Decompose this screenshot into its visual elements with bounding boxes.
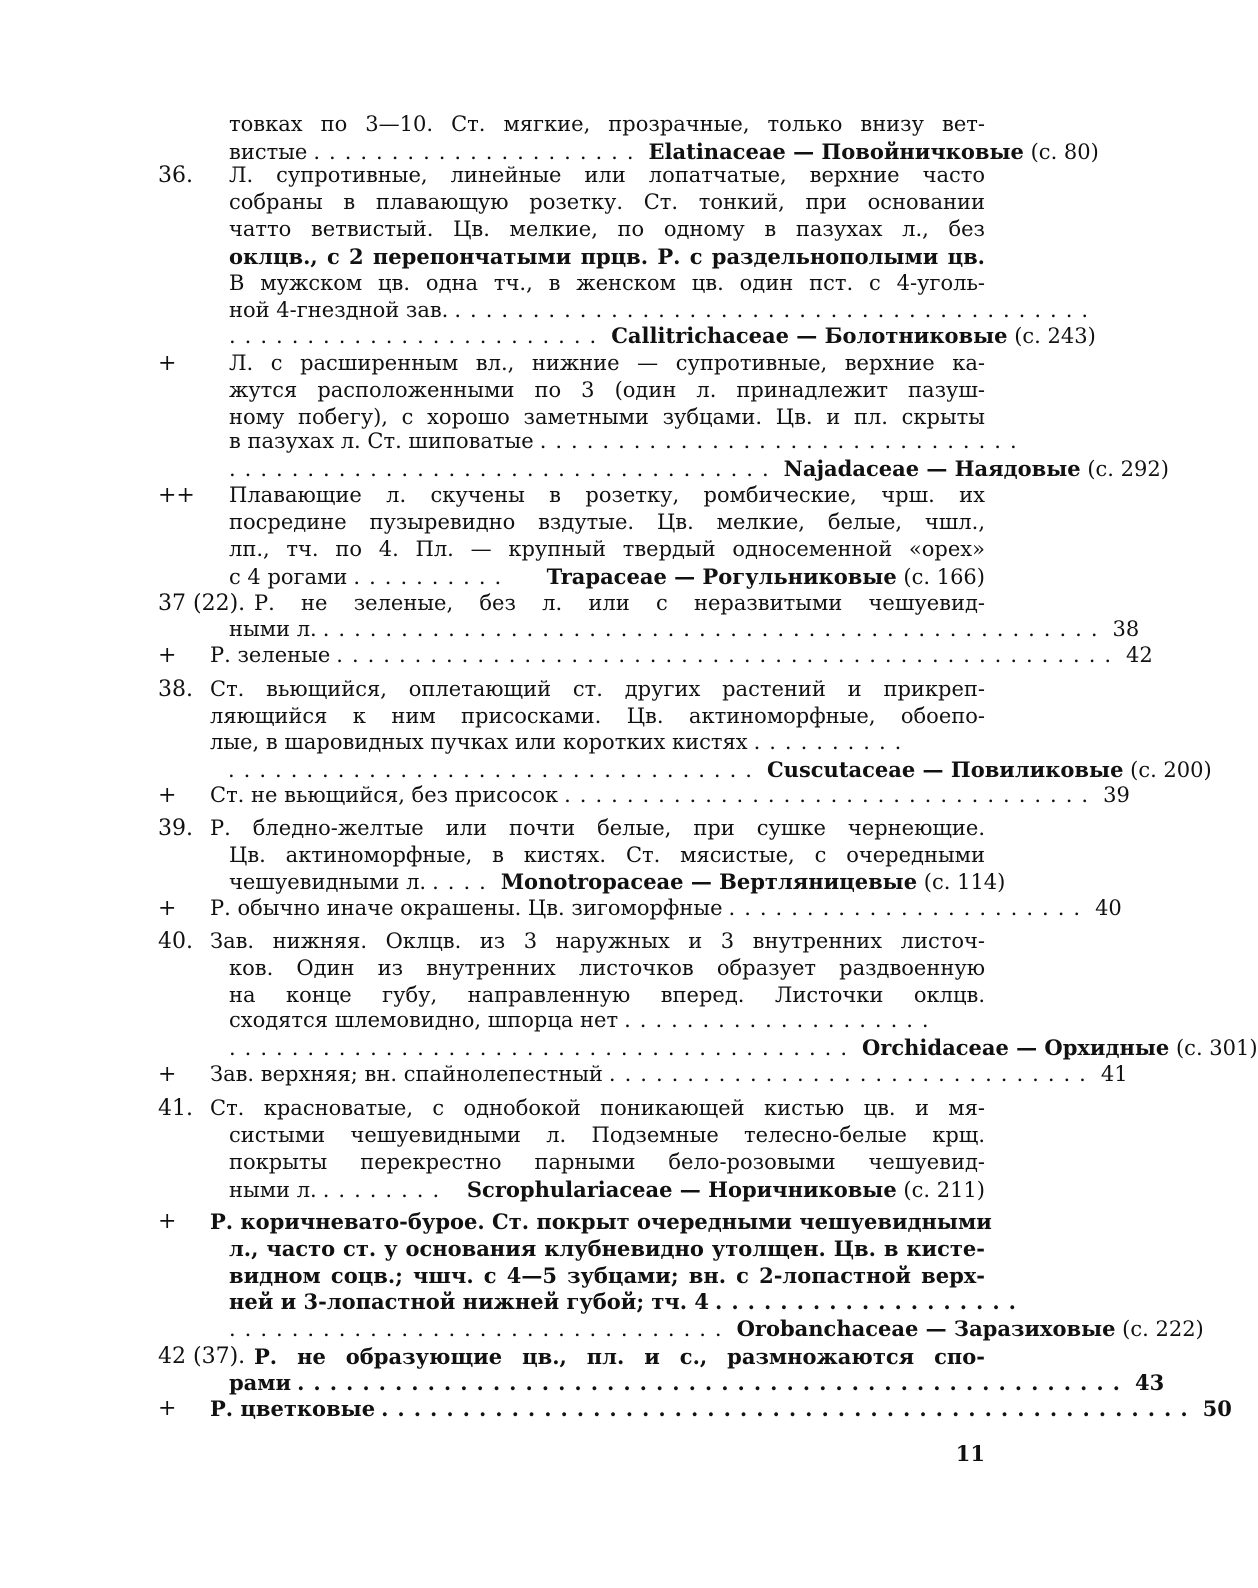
entry-number: 41. — [158, 1096, 193, 1121]
family-name: Callitrichaceae — Болотниковые — [611, 323, 1008, 348]
family-name: Elatinaceae — Повойничковые — [648, 139, 1024, 164]
text-line — [210, 756, 1212, 784]
text-line: собраны в плавающую розетку. Ст. тонкий, при основании — [229, 190, 985, 214]
dot-leader: ................................... — [229, 457, 778, 481]
text-line — [229, 1034, 1258, 1062]
text-line — [229, 1176, 985, 1204]
text-line: Р. бледно-желтые или почти белые, при сушке чернеющие. — [210, 816, 985, 840]
family-name: Najadaceae — Наядовые — [783, 456, 1081, 481]
dot-leader: .......... — [753, 730, 911, 754]
line-text: рами — [229, 1370, 292, 1395]
page-ref: (с. 200) — [1130, 758, 1212, 782]
plus-marker: ++ — [158, 483, 195, 508]
dot-leader: .......... — [353, 565, 511, 589]
text-line — [229, 455, 1169, 483]
text-line — [210, 782, 1130, 809]
dot-leader: .................... — [624, 1008, 938, 1032]
text-line: В мужском цв. одна тч., в женском цв. один пст. с 4-уголь- — [229, 271, 985, 295]
page-ref: (с. 301) — [1175, 1036, 1258, 1060]
dot-leader: ............................... — [608, 1062, 1095, 1086]
entry-number: 36. — [158, 163, 193, 188]
dot-leader: .................................................. — [336, 643, 1121, 667]
text-line: лп., тч. по 4. Пл. — крупный твердый односеменной «орех» — [229, 537, 985, 561]
line-text: с 4 рогами — [229, 565, 348, 589]
dot-leader: .................................................. — [322, 617, 1107, 641]
text-line — [229, 297, 1098, 324]
dot-leader: .... — [432, 870, 495, 894]
page-ref: (с. 222) — [1122, 1317, 1204, 1341]
entry-number: 40. — [158, 929, 193, 954]
entry-number: 39. — [158, 816, 193, 841]
dot-leader: .................................. — [564, 783, 1098, 807]
dot-leader: ........................ — [229, 324, 606, 348]
family-name: Orobanchaceae — Заразиховые — [736, 1316, 1116, 1341]
text-line: покрыты перекрестно парными бело-розовыми чешуевид- — [229, 1150, 985, 1174]
plus-marker: + — [158, 1396, 177, 1421]
line-text: ными л. — [229, 617, 317, 641]
line-text: чешуевидными л. — [229, 870, 427, 894]
dot-leader: ................................ — [229, 1317, 731, 1341]
page-ref: (с. 292) — [1087, 457, 1169, 481]
page-ref: 40 — [1095, 896, 1122, 920]
dot-leader: ..................... — [313, 140, 643, 164]
line-text: ной 4-гнездной зав. — [229, 298, 449, 322]
text-line — [229, 1288, 1025, 1315]
text-line: Р. не зеленые, без л. или с неразвитыми чешуевид- — [254, 591, 985, 615]
page-ref: 38 — [1112, 617, 1140, 641]
text-line: жутся расположенными по 3 (один л. принадлежит пазуш- — [229, 378, 985, 402]
text-line: на конце губу, направленную вперед. Листочки оклцв. — [229, 983, 985, 1007]
text-line: систыми чешуевидными л. Подземные телесно-белые крщ. — [229, 1123, 985, 1147]
family-name: Scrophulariaceae — Норичниковые — [466, 1177, 897, 1202]
line-text: ными л. — [229, 1178, 317, 1202]
text-line: чатто ветвистый. Цв. мелкие, по одному в пазухах л., без — [229, 217, 985, 241]
text-line — [229, 868, 1006, 896]
text-line: видном соцв.; чшч. с 4—5 зубцами; вн. с 2-лопастной верх- — [229, 1263, 985, 1288]
text-line: ному побегу), с хорошо заметными зубцами. Цв. и пл. скрыты — [229, 405, 985, 429]
line-text: ней и 3-лопастной нижней губой; тч. 4 — [229, 1289, 710, 1314]
page-ref: 42 — [1126, 643, 1153, 667]
dot-leader: ........ — [322, 1178, 449, 1202]
family-name: Orchidaceae — Орхидные — [862, 1035, 1170, 1060]
page-ref: (с. 211) — [903, 1178, 985, 1202]
page-ref: (с. 80) — [1030, 140, 1099, 164]
text-line: л., часто ст. у основания клубневидно утолщен. Цв. в кисте- — [229, 1236, 985, 1261]
text-line — [229, 616, 1140, 643]
page-ref: (с. 114) — [923, 870, 1006, 894]
text-line: ков. Один из внутренних листочков образует раздвоенную — [229, 956, 985, 980]
text-line — [229, 1007, 985, 1034]
dot-leader: ........................................ — [229, 1036, 857, 1060]
text-line: Л. супротивные, линейные или лопатчатые, верхние часто — [229, 163, 985, 187]
line-text: в пазухах л. Ст. шиповатые — [229, 429, 534, 453]
page-ref: (с. 243) — [1014, 324, 1096, 348]
dot-leader: ................................................... — [297, 1370, 1129, 1395]
entry-number: 42 (37). — [158, 1344, 246, 1369]
page-ref: 50 — [1202, 1396, 1232, 1421]
text-line: Цв. актиноморфные, в кистях. Ст. мясистые, с очередными — [229, 843, 985, 867]
text-line: Л. с расширенным вл., нижние — супротивные, верхние ка- — [229, 351, 985, 375]
page-ref: 41 — [1100, 1062, 1128, 1086]
text-line: ляющийся к ним присосками. Цв. актиноморфные, обоепо- — [210, 704, 985, 728]
page-ref: 43 — [1134, 1370, 1165, 1395]
dot-leader: .................................................. — [381, 1396, 1197, 1421]
text-line: Ст. вьющийся, оплетающий ст. других растений и прикреп- — [210, 677, 985, 701]
plus-marker: + — [158, 351, 177, 376]
family-name: Monotropaceae — Вертляницевые — [500, 869, 918, 894]
family-name: Cuscutaceae — Повиликовые — [766, 757, 1124, 782]
text-line — [210, 895, 1122, 922]
text-line — [210, 642, 1153, 669]
plus-marker: + — [158, 1209, 177, 1234]
plus-marker: + — [158, 896, 177, 921]
page-ref: 39 — [1103, 783, 1130, 807]
text-line — [229, 1369, 1165, 1396]
dot-leader: .................................. — [228, 758, 761, 782]
dot-leader: ................... — [715, 1289, 1025, 1314]
plus-marker: + — [158, 1062, 177, 1087]
line-text: Ст. не вьющийся, без присосок — [210, 783, 559, 807]
text-line: Зав. нижняя. Оклцв. из 3 наружных и 3 внутренних листоч- — [210, 929, 985, 953]
line-text: Р. цветковые — [210, 1396, 376, 1421]
family-name: Trapaceae — Рогульниковые — [546, 564, 897, 589]
text-line: Плавающие л. скучены в розетку, ромбические, чрш. их — [229, 483, 985, 507]
plus-marker: + — [158, 783, 177, 808]
text-line — [229, 428, 1026, 455]
plus-marker: + — [158, 643, 177, 668]
text-line — [210, 729, 985, 756]
page-ref: (с. 166) — [903, 565, 985, 589]
dot-leader: ......................................... — [454, 298, 1098, 322]
line-text: Р. обычно иначе окрашены. Цв. зигоморфные — [210, 896, 723, 920]
text-line: товках по 3—10. Ст. мягкие, прозрачные, только внизу вет- — [229, 112, 985, 136]
page-number: 11 — [955, 1441, 985, 1466]
dot-leader: ............................... — [539, 429, 1026, 453]
line-text: лые, в шаровидных пучках или коротких кистях — [210, 730, 748, 754]
text-line — [210, 1395, 1232, 1422]
dot-leader: ....................... — [728, 896, 1090, 920]
text-line — [210, 1061, 1128, 1088]
text-line — [229, 322, 1096, 350]
line-text: сходятся шлемовидно, шпорца нет — [229, 1008, 619, 1032]
text-line: Р. не образующие цв., пл. и с., размножаются спо- — [254, 1344, 985, 1369]
text-line — [229, 1315, 1204, 1343]
line-text: вистые — [229, 140, 308, 164]
text-line: Ст. красноватые, с однобокой поникающей кистью цв. и мя- — [210, 1096, 985, 1120]
text-line — [229, 563, 985, 591]
line-text: Р. зеленые — [210, 643, 331, 667]
text-line: посредине пузыревидно вздутые. Цв. мелкие, белые, чшл., — [229, 510, 985, 534]
text-line: оклцв., с 2 перепончатыми прцв. Р. с раздельнополыми цв. — [229, 244, 985, 269]
entry-number: 37 (22). — [158, 591, 246, 616]
text-line: Р. коричневато-бурое. Ст. покрыт очередными чешуевидными — [210, 1209, 992, 1234]
entry-number: 38. — [158, 677, 193, 702]
line-text: Зав. верхняя; вн. спайнолепестный — [210, 1062, 603, 1086]
